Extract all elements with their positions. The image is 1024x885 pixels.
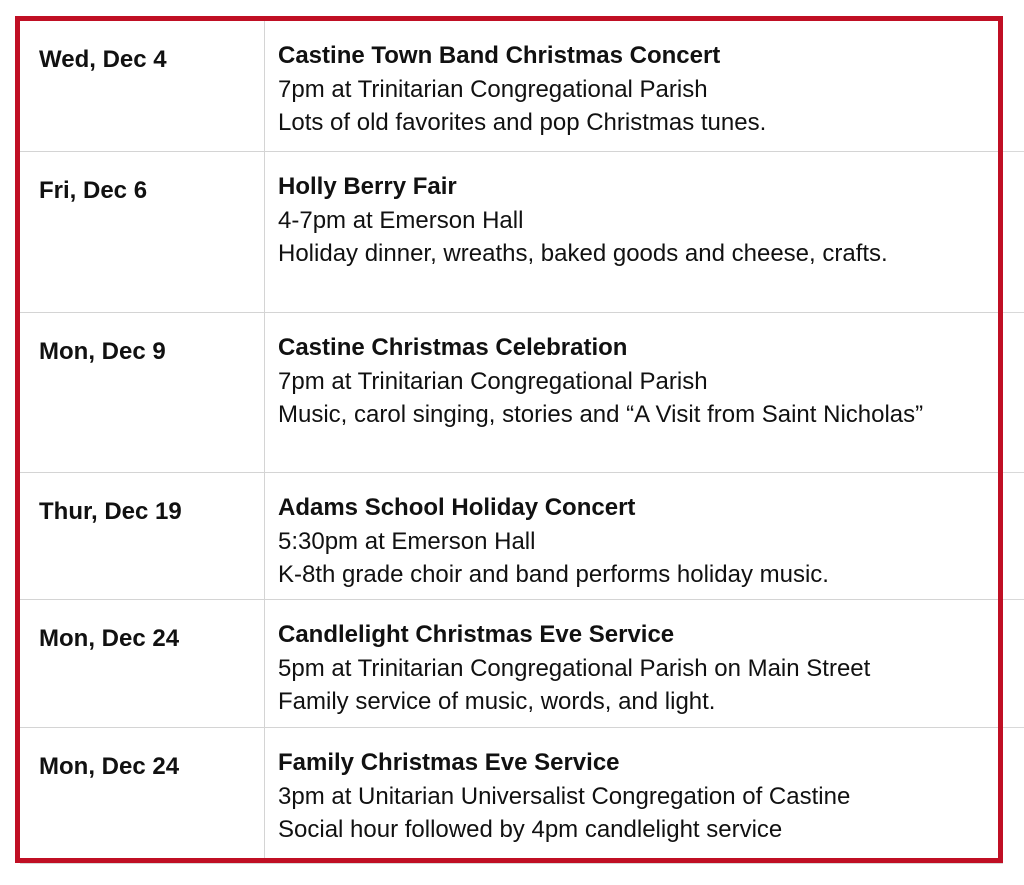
event-details xyxy=(278,618,978,719)
event-details xyxy=(278,170,978,271)
event-description: K-8th grade choir and band performs holiday music. xyxy=(278,561,829,588)
event-details xyxy=(278,491,978,592)
event-date: Mon, Dec 24 xyxy=(39,753,180,780)
table-row xyxy=(20,152,998,313)
column-divider xyxy=(264,728,265,858)
event-time-location: 7pm at Trinitarian Congregational Parish xyxy=(278,75,708,103)
event-date: Wed, Dec 4 xyxy=(39,46,167,73)
table-row xyxy=(20,728,998,858)
event-title: Castine Town Band Christmas Concert xyxy=(278,42,721,69)
event-title: Adams School Holiday Concert xyxy=(278,494,636,521)
event-date: Thur, Dec 19 xyxy=(39,498,182,525)
event-description: Family service of music, words, and light. xyxy=(278,688,716,715)
event-date: Mon, Dec 24 xyxy=(39,625,180,652)
event-time-location: 3pm at Unitarian Universalist Congregation of Castine xyxy=(278,782,851,810)
event-details xyxy=(278,331,978,432)
table-row xyxy=(20,21,998,152)
column-divider xyxy=(264,152,265,312)
event-details xyxy=(278,39,978,140)
event-title: Holly Berry Fair xyxy=(278,173,457,200)
event-time-location: 5pm at Trinitarian Congregational Parish on Main Street xyxy=(278,654,871,682)
background-grid-bottom xyxy=(20,863,1003,885)
event-date: Mon, Dec 9 xyxy=(39,338,166,365)
column-divider xyxy=(264,313,265,472)
event-description: Lots of old favorites and pop Christmas tunes. xyxy=(278,109,767,136)
event-date: Fri, Dec 6 xyxy=(39,177,148,204)
event-title: Family Christmas Eve Service xyxy=(278,749,620,776)
column-divider xyxy=(264,21,265,151)
event-description: Holiday dinner, wreaths, baked goods and cheese, crafts. xyxy=(278,240,888,267)
event-time-location: 7pm at Trinitarian Congregational Parish xyxy=(278,367,708,395)
event-description: Music, carol singing, stories and “A Visit from Saint Nicholas” xyxy=(278,401,924,428)
events-table xyxy=(20,21,998,858)
event-description: Social hour followed by 4pm candlelight service xyxy=(278,816,783,843)
table-row xyxy=(20,473,998,600)
table-row xyxy=(20,313,998,473)
event-title: Candlelight Christmas Eve Service xyxy=(278,621,675,648)
column-divider xyxy=(264,600,265,727)
table-row xyxy=(20,600,998,728)
event-title: Castine Christmas Celebration xyxy=(278,334,628,361)
event-time-location: 5:30pm at Emerson Hall xyxy=(278,527,536,555)
column-divider xyxy=(264,473,265,599)
event-details xyxy=(278,746,978,847)
background-grid-right xyxy=(1003,0,1024,884)
event-time-location: 4-7pm at Emerson Hall xyxy=(278,206,524,234)
